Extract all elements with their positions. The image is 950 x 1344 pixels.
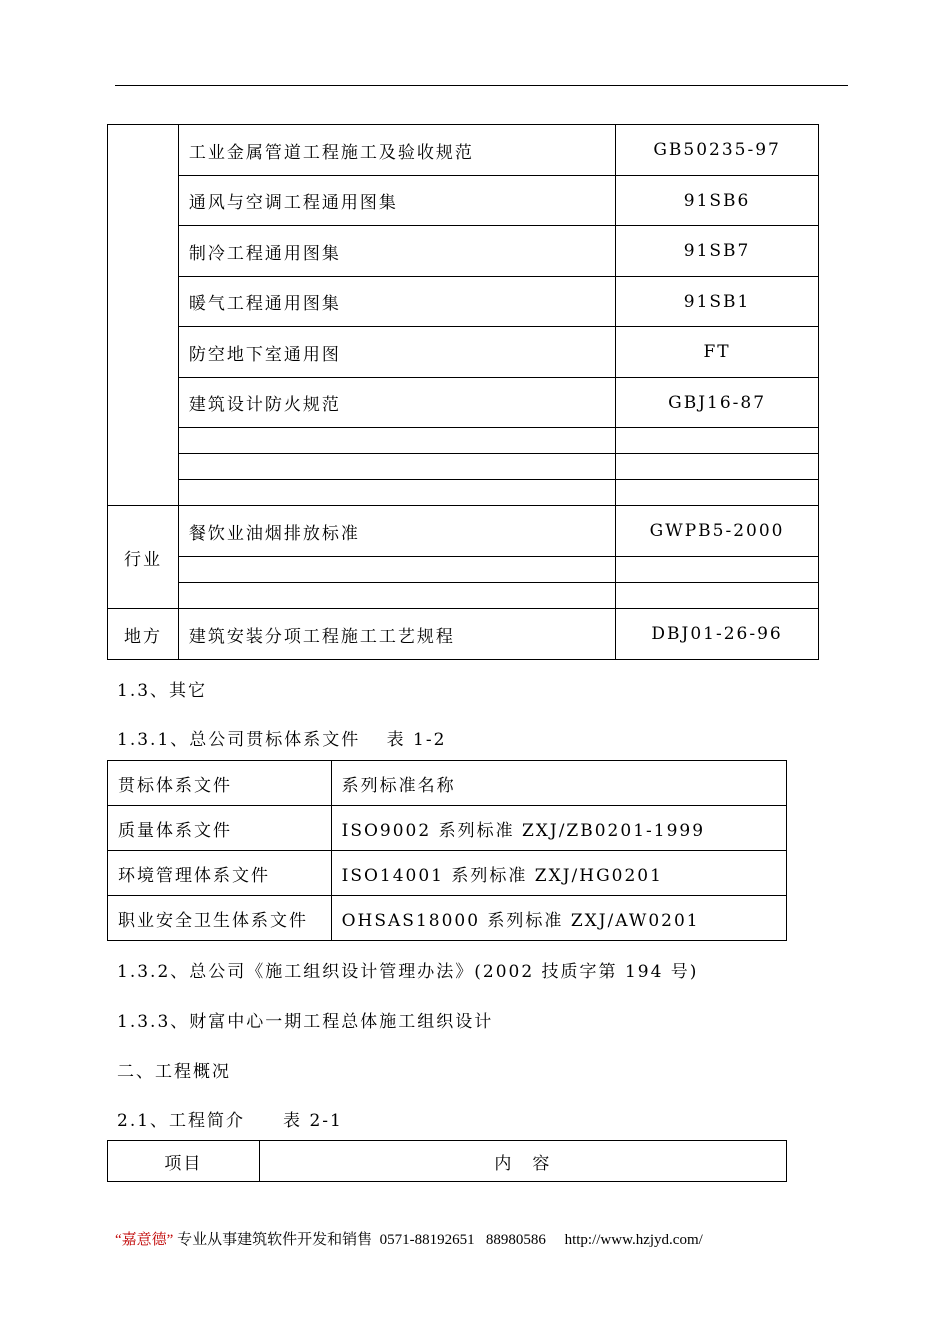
- table-cell: ISO9002 系列标准 ZXJ/ZB0201-1999: [331, 806, 786, 851]
- empty-cell: [178, 454, 615, 480]
- empty-cell: [178, 583, 615, 609]
- table-cell: 环境管理体系文件: [108, 851, 332, 896]
- table-header-cell: 贯标体系文件: [108, 761, 332, 806]
- system-documents-table: [107, 760, 787, 941]
- section-1-3-2: 1.3.2、总公司《施工组织设计管理办法》(2002 技质字第 194 号): [117, 962, 699, 982]
- standard-code: GBJ16-87: [616, 378, 819, 428]
- standard-code: 91SB1: [616, 277, 819, 327]
- standard-name: 制冷工程通用图集: [178, 226, 615, 277]
- empty-cell: [178, 557, 615, 583]
- standard-name: 防空地下室通用图: [178, 327, 615, 378]
- standard-code: GWPB5-2000: [616, 506, 819, 557]
- empty-cell: [616, 583, 819, 609]
- standard-name: 通风与空调工程通用图集: [178, 176, 615, 226]
- footer-url-link[interactable]: http://www.hzjyd.com/: [564, 1232, 703, 1248]
- empty-cell: [178, 428, 615, 454]
- standard-name: 建筑设计防火规范: [178, 378, 615, 428]
- standards-table: [107, 124, 819, 660]
- table-header-cell: 内 容: [259, 1141, 786, 1182]
- standard-name: 餐饮业油烟排放标准: [178, 506, 615, 557]
- table-header-cell: 项目: [108, 1141, 260, 1182]
- category-local: 地方: [108, 609, 179, 660]
- standard-code: FT: [616, 327, 819, 378]
- footer-text: 专业从事建筑软件开发和销售: [177, 1232, 373, 1248]
- empty-cell: [616, 454, 819, 480]
- section-1-3-3: 1.3.3、财富中心一期工程总体施工组织设计: [117, 1012, 494, 1032]
- section-1-3-1: 1.3.1、总公司贯标体系文件 表 1-2: [117, 730, 447, 750]
- standard-code: DBJ01-26-96: [616, 609, 819, 660]
- empty-cell: [616, 428, 819, 454]
- section-2-1: 2.1、工程简介 表 2-1: [117, 1111, 343, 1131]
- overview-table: [107, 1140, 787, 1182]
- table-cell: ISO14001 系列标准 ZXJ/HG0201: [331, 851, 786, 896]
- category-industry: 行业: [108, 506, 179, 609]
- table-cell: OHSAS18000 系列标准 ZXJ/AW0201: [331, 896, 786, 941]
- section-1-3: 1.3、其它: [117, 681, 208, 701]
- category-cell: [108, 125, 179, 506]
- section-2: 二、工程概况: [117, 1062, 231, 1082]
- empty-cell: [616, 557, 819, 583]
- page-footer: [115, 1228, 703, 1249]
- standard-code: 91SB7: [616, 226, 819, 277]
- footer-phone2: 88980586: [485, 1232, 546, 1248]
- standard-code: GB50235-97: [616, 125, 819, 176]
- table-header-cell: 系列标准名称: [331, 761, 786, 806]
- standard-name: 暖气工程通用图集: [178, 277, 615, 327]
- header-rule: [115, 85, 848, 86]
- table-cell: 职业安全卫生体系文件: [108, 896, 332, 941]
- table-cell: 质量体系文件: [108, 806, 332, 851]
- footer-brand: “嘉意德”: [115, 1232, 174, 1248]
- standard-name: 建筑安装分项工程施工工艺规程: [178, 609, 615, 660]
- standard-name: 工业金属管道工程施工及验收规范: [178, 125, 615, 176]
- footer-phone1: 0571-88192651: [379, 1232, 475, 1248]
- empty-cell: [178, 480, 615, 506]
- standard-code: 91SB6: [616, 176, 819, 226]
- empty-cell: [616, 480, 819, 506]
